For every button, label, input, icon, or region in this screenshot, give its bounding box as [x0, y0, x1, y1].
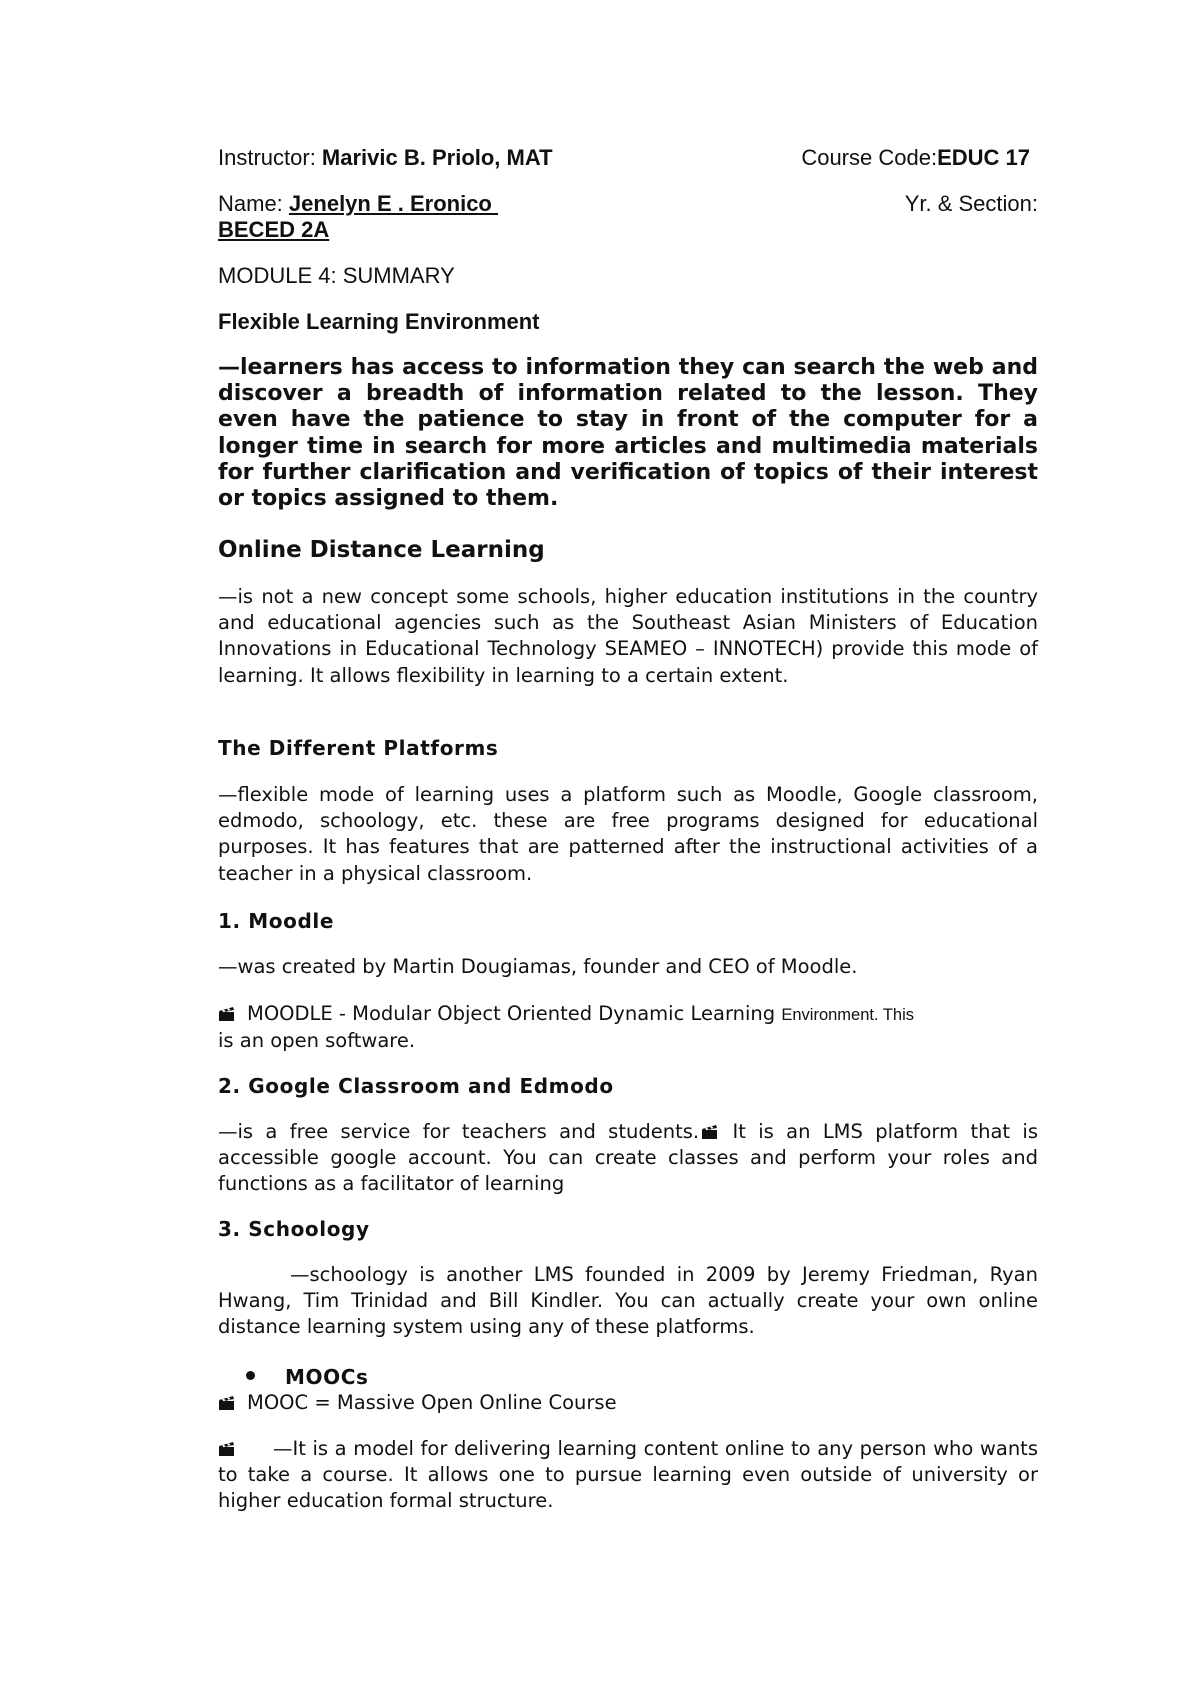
schoology-heading: 3. Schoology [218, 1217, 370, 1241]
moodle-body: —was created by Martin Dougiamas, founder and CEO of Moodle. [218, 955, 858, 978]
instructor-name: Marivic B. Priolo, MAT [321, 145, 553, 170]
flexible-body: —learners has access to information they can search the web and discover a breadth of information related to the lesson. They even have the patience to stay in front of the computer for a longer time in search for more articles and multimedia materials for further clarification and verification of topics of their interest or topics assigned to them. [218, 355, 1038, 512]
google-heading: 2. Google Classroom and Edmodo [218, 1074, 614, 1098]
moocs-heading-row [218, 1364, 1038, 1390]
clapperboard-icon [218, 1007, 235, 1021]
mooc-body: —It is a model for delivering learning content online to any person who wants to take a course. It allows one to pursue learning even outside of university or higher education formal structure. [218, 1437, 1038, 1513]
document-page [218, 0, 1038, 1696]
name-row [218, 191, 1038, 217]
online-heading: Online Distance Learning [218, 537, 545, 563]
section-label: Yr. & Section: [904, 191, 1038, 216]
mooc-definition: MOOC = Massive Open Online Course [218, 1390, 1038, 1416]
moodle-heading: 1. Moodle [218, 909, 334, 933]
course-code: EDUC 17 [937, 145, 1030, 170]
online-body: —is not a new concept some schools, higher education institutions in the country and educational agencies such as the Southeast Asian Ministers of Education Innovations in Educational Technology SEAMEO – INNOTECH) provide this mode of learning. It allows flexibility in learning to a certain extent. [218, 585, 1038, 687]
section-value: BECED 2A [218, 217, 330, 242]
platforms-body: —flexible mode of learning uses a platform such as Moodle, Google classroom, edmodo, schoology, etc. these are free programs designed for educational purposes. It has features that are patterned after the instructional activities of a teacher in a physical classroom. [218, 783, 1038, 885]
clapperboard-icon [701, 1125, 718, 1139]
google-body: —is a free service for teachers and students. It is an LMS platform that is accessible google account. You can create classes and perform your roles and functions as a facilitator of learning [218, 1120, 1038, 1196]
student-name: Jenelyn E . Eronico [288, 191, 498, 216]
instructor-field: Instructor: Marivic B. Priolo, MAT [218, 145, 553, 170]
course-code-field: Course Code:EDUC 17 [801, 145, 1030, 170]
moodle-note: MOODLE - Modular Object Oriented Dynamic Learning Environment. This is an open software. [218, 1002, 915, 1053]
platforms-heading: The Different Platforms [218, 736, 499, 760]
instructor-row [218, 145, 1038, 171]
bullet-icon [246, 1371, 255, 1380]
module-title: MODULE 4: SUMMARY [218, 263, 455, 288]
name-field: Name: Jenelyn E . Eronico [218, 191, 498, 216]
clapperboard-icon [218, 1396, 235, 1410]
schoology-body: —schoology is another LMS founded in 2009 by Jeremy Friedman, Ryan Hwang, Tim Trinidad and Bill Kindler. You can actually create your own online distance learning system using any of these platforms. [218, 1263, 1038, 1339]
moocs-heading: MOOCs [285, 1365, 369, 1389]
clapperboard-icon [218, 1442, 235, 1456]
flexible-heading: Flexible Learning Environment [218, 309, 540, 334]
section-row [218, 217, 1038, 243]
